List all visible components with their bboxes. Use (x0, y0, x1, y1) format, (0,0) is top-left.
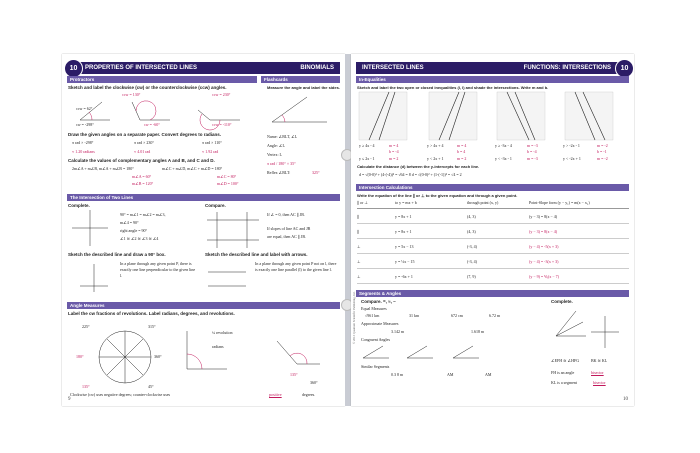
table-row (357, 269, 629, 284)
bisector-figures (551, 306, 621, 356)
similar-1: 0.3 8 m (391, 372, 404, 377)
flashcard-value-1: π rad / 180° × 35° (267, 161, 296, 166)
bisector-segment-blank: bisector (593, 380, 606, 385)
flashcard-name: Name: ∠BLT, ∠L (267, 134, 298, 139)
inequality-graphs (359, 92, 629, 140)
table-cell: y = -6x + 1 (395, 273, 413, 279)
subtitle-measure-angle: Measure the angle and label the sides. (267, 85, 340, 90)
ineq2-4a: y < -2x + 1 (563, 156, 581, 161)
table-cell: ∥ (357, 228, 359, 234)
table-row (357, 254, 629, 269)
equal-3: 672 cm (451, 313, 463, 318)
equation-table (357, 200, 629, 284)
section-intersection-calculations: Intersection Calculations (356, 184, 629, 191)
complementary-line-6: m∠D = 100° (217, 181, 239, 186)
perpendicular-sketch (80, 264, 110, 294)
table-cell: y = ⅓x − 15 (395, 258, 415, 264)
congruent-angles-label: Congruent Angles (361, 337, 390, 342)
left-header-topic: BINOMIALS (300, 65, 334, 71)
right-page-badge: 10 (615, 59, 634, 78)
flashcard-reflex: Reflex ∠BLT: (267, 170, 291, 175)
ineq2-3b: m = -3 (527, 156, 538, 161)
subtitle-draw-given-angles: Draw the given angles on a separate paper. Convert degrees to radians. (68, 132, 222, 137)
conversion-result-2: ≈ 4.01 rad (134, 149, 151, 154)
complete-line-4: ∠1 ≅ ∠2 ≅ ∠3 ≅ ∠4 (120, 236, 159, 241)
footer-cw-text: Clockwise (cw) uses negative degrees; counter-clockwise uses (70, 392, 171, 397)
right-page (351, 54, 634, 406)
table-cell: ⊥ (357, 243, 361, 249)
quarter-revolution-figure (182, 329, 232, 379)
ineq2-1a: y ≤ 2x - 1 (359, 156, 375, 161)
complementary-line-4: m∠B = 120° (132, 181, 154, 186)
approx-2: 1.618 m (471, 329, 485, 334)
copyright-notice: © 2013 Quantum Scientific Publishing, Inc. (352, 291, 356, 344)
left-page-badge: 10 (64, 59, 83, 78)
wheel-label-135: 135° (82, 384, 90, 389)
complete-line-3: right angle = 90° (120, 228, 148, 233)
approx-measures-label: Approximate Measures (361, 321, 399, 326)
ineq2-2a: y < 2x + 1 (427, 156, 444, 161)
table-header-row (357, 200, 629, 209)
right-header (356, 62, 629, 74)
paragraph-parallel: In a plane through any given point P not on l, there is exactly one line parallel (l) to the given line l. (255, 261, 337, 272)
equal-4: 6.72 m (489, 313, 501, 318)
label-135: 135° (290, 372, 298, 377)
ineq-3c: b = -4 (527, 149, 537, 154)
angle-label-3: ccw = 62° (76, 106, 93, 111)
ineq-4b: m = -2 (597, 143, 608, 148)
wheel-label-360: 360° (154, 354, 162, 359)
subtitle-sketch-arrows: Sketch the described line and label with arrows. (205, 252, 308, 257)
ineq-2c: b = 4 (457, 149, 466, 154)
similar-2: AM (447, 372, 454, 377)
perpendicular-lines-figure (72, 210, 112, 250)
equal-measures-label: Equal Measures (361, 306, 387, 311)
complete-line-2: m∠4 = 90° (120, 220, 139, 225)
table-cell: y = 5x − 13 (395, 243, 414, 249)
label-quarter-revolution: ¼ revolution (212, 330, 233, 335)
subtitle-complementary: Calculate the values of complementary angles A and B, and C and D. (68, 158, 215, 163)
complementary-line-2: m∠C + m∠D, m∠C + m∠D = 180° (162, 166, 223, 171)
right-header-title: INTERSECTED LINES (362, 65, 424, 71)
congruent-angles-sketch (363, 344, 523, 360)
subtitle-complete-segments: Complete. (551, 299, 573, 304)
ineq-2b: m = 4 (457, 143, 467, 148)
angle-label-2: ccw = 230° (212, 92, 231, 97)
compare-line-2: If slopes of line AC and JB (267, 226, 311, 231)
section-intersection-two-lines: The Intersection of Two Lines (67, 194, 340, 201)
complementary-line-1: 2m∠A + m∠B, m∠A + m∠B = 180° (72, 166, 134, 171)
table-row (357, 224, 629, 239)
ineq-1c: b = -4 (389, 149, 399, 154)
subtitle-sketch-cw-ccw: Sketch and label the clockwise (cw) or the counterclockwise (ccw) angles. (68, 85, 227, 90)
table-header-1: ∥ or ⊥ (357, 200, 368, 205)
flashcard-angle-sketch (267, 92, 337, 128)
table-cell: (4, 3) (467, 213, 476, 219)
table-cell: y = 8x + 1 (395, 228, 412, 234)
table-cell: (y − 4) = -3(x + 3) (529, 258, 559, 264)
flashcard-angle: Angle: ∠L (267, 143, 285, 148)
section-flashcards: Flashcards (261, 76, 340, 83)
revolution-wheel (90, 322, 160, 392)
footer-blank: positive (269, 392, 282, 397)
table-cell: (7, 9) (467, 273, 476, 279)
parallel-sketch (208, 264, 248, 294)
ineq2-1b: m = 2 (389, 156, 399, 161)
conversion-result-3: ≈ 1.92 rad (202, 149, 219, 154)
table-row (357, 239, 629, 254)
table-cell: (y − 3) = 8(x − 4) (529, 213, 558, 219)
ineq-3b: m = -3 (527, 143, 538, 148)
right-page-number: 10 (623, 397, 628, 402)
subtitle-distance: Calculate the distance (d) between the y-intercepts for each line. (357, 164, 480, 169)
ineq2-3a: y < -3x - 1 (495, 156, 512, 161)
left-header (67, 62, 340, 74)
similar-segments-label: Similar Segments (361, 364, 390, 369)
complementary-line-3: m∠A = 60° (132, 174, 152, 179)
ineq-1b: m = 4 (389, 143, 399, 148)
parallel-lines-figure (207, 212, 262, 248)
table-cell: (y − 3) = 8(x − 4) (529, 228, 558, 234)
wheel-label-180: 180° (76, 354, 84, 359)
label-360: 360° (310, 380, 318, 385)
similar-3: AM (485, 372, 492, 377)
subtitle-complete: Complete. (68, 203, 90, 208)
subtitle-compare: Compare. (205, 203, 226, 208)
left-page-number: 9 (68, 397, 71, 402)
book-spread (62, 54, 634, 406)
protractor-sketches (70, 90, 260, 132)
conversion-1: π rad × -298° (72, 140, 94, 145)
section-inequalities: In-Equalities (356, 76, 629, 83)
table-header-4: Point-Slope form (y − y₁) = m(x − x₁) (529, 200, 590, 205)
complete-segments: BK ≅ KL (591, 358, 608, 363)
subtitle-shade: Sketch and label the two open or closed inequalities (l, l) and shade the intersections. Write m and b. (357, 85, 549, 90)
ineq-4c: b = -1 (597, 149, 607, 154)
section-protractors: Protractors (67, 76, 257, 83)
equal-2: 31 km (409, 313, 420, 318)
section-angle-measures: Angle Measures (67, 302, 340, 309)
footer-end: degrees. (302, 392, 316, 397)
table-cell: (y − 4) = -5(x + 3) (529, 243, 559, 249)
bisector-angle-blank: bisector (591, 370, 604, 375)
approx-1: 3.142 m (391, 329, 405, 334)
ineq2-2b: m = 2 (457, 156, 467, 161)
left-header-title: PROPERTIES OF INTERSECTED LINES (85, 65, 198, 71)
ineq-1a: y ≥ 4x - 4 (359, 143, 375, 148)
subtitle-compare-segments: Compare. =, ≈, ~ (361, 299, 396, 304)
ineq-4a: y > -2x - 1 (563, 143, 580, 148)
flashcard-value-2: 325° (312, 170, 320, 175)
conversion-3: π rad × 110° (202, 140, 222, 145)
subtitle-equation: Write the equation of the line ∥ or ⊥ to the given equation and through a given point. (357, 193, 518, 198)
angle-label-4: cw = -298° (76, 122, 94, 127)
complete-line-1: 90° = m∠1 = m∠2 = m∠3, (120, 212, 166, 217)
table-cell: (-3, 4) (467, 243, 477, 249)
right-header-topic: FUNCTIONS: INTERSECTIONS (523, 65, 611, 71)
table-row (357, 209, 629, 224)
table-header-2: to y = mx + b (395, 200, 417, 205)
equal-1: √961 km (365, 313, 380, 318)
table-header-3: through point (x, y) (467, 200, 499, 205)
table-cell: ⊥ (357, 258, 361, 264)
table-cell: y = 8x + 1 (395, 213, 412, 219)
subtitle-draw-90-box: Sketch the described line and draw a 90° box. (68, 252, 166, 257)
complete-angles: ∠EFH ≅ ∠HFG (551, 358, 580, 363)
angle-label-1: ccw = 130° (122, 92, 141, 97)
subtitle-cw-fractions: Label the cw fractions of revolutions. Label radians, degrees, and revolutions. (68, 311, 235, 316)
ineq-3a: y ≥ -3x - 4 (495, 143, 512, 148)
angle-label-6: ccw = -110° (212, 122, 232, 127)
compare-line-3: are equal, then AC ∥ JB. (267, 234, 306, 239)
angle-label-5: cw = -60° (144, 122, 160, 127)
flashcard-vertex: Vertex: L (267, 152, 282, 157)
table-cell: (4, 3) (467, 228, 476, 234)
left-page (62, 54, 345, 406)
bisector-angle-text: FH is an angle (551, 370, 575, 375)
table-cell: ∥ (357, 213, 359, 219)
section-segments-angles: Segments & Angles (356, 290, 629, 297)
label-radians: radians (212, 344, 224, 349)
bisector-segment-text: KL is a segment (551, 380, 577, 385)
table-cell: (y − 9) = ⅙(x − 7) (529, 273, 559, 279)
conversion-result-1: ≈ 1.20 radians (72, 149, 95, 154)
paragraph-perpendicular: In a plane through any given point P, there is exactly one line perpendicular to the given line l. (120, 261, 196, 278)
table-cell: ⊥ (357, 273, 361, 279)
ineq-2a: y > 4x + 4 (427, 143, 444, 148)
distance-row: d = √(0-0)² + (4-(-4))² = √64 = 8 d = √(0-0)² + (1-(-1))² = √4 = 2 (359, 172, 462, 177)
conversion-2: π rad × 230° (134, 140, 154, 145)
wheel-label-45: 45° (148, 384, 154, 389)
wheel-label-315: 315° (148, 324, 156, 329)
wheel-label-225: 225° (82, 324, 90, 329)
complementary-line-5: m∠C = 80° (217, 174, 237, 179)
table-cell: (-3, 4) (467, 258, 477, 264)
compare-line-1: If ∠ = 0, then AC ∥ JB. (267, 212, 305, 217)
ineq2-4b: m = -2 (597, 156, 608, 161)
